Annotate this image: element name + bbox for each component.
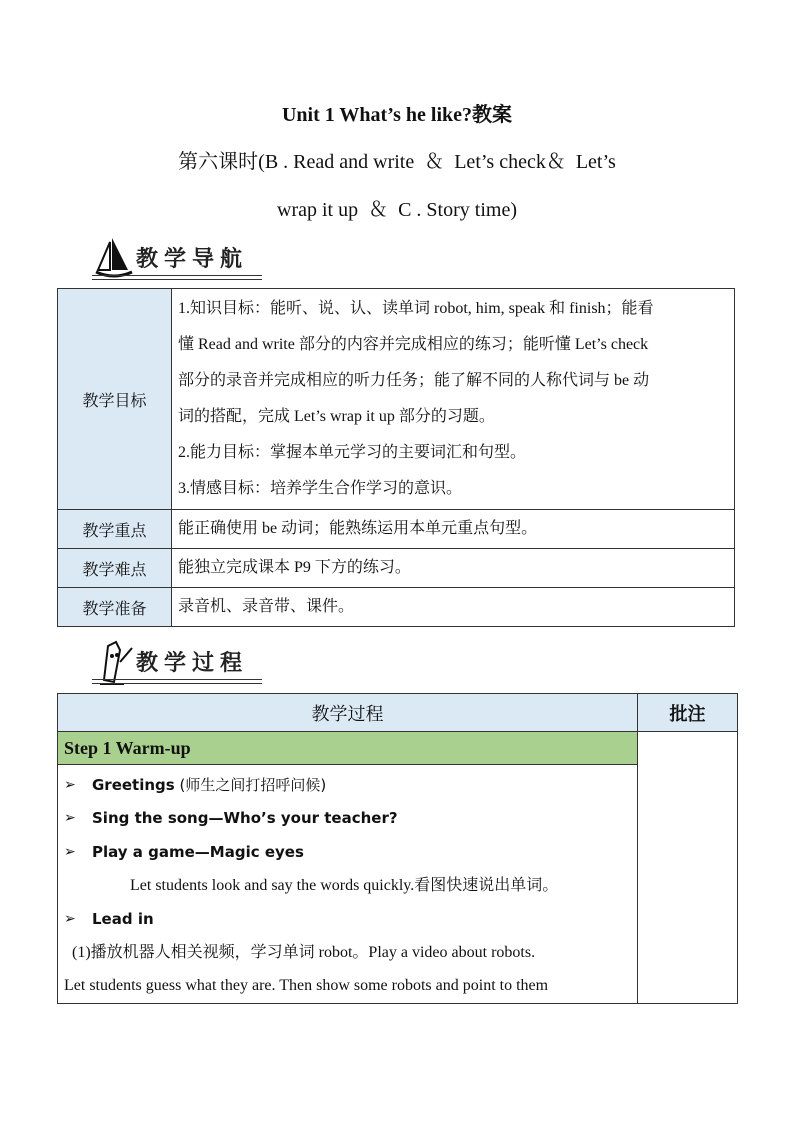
goal-line: 1.知识目标：能听、说、认、读单词 robot, him, speak 和 finish；能看 [178, 300, 654, 317]
arrow-bullet-icon: ➢ [64, 810, 76, 827]
section-divider [92, 275, 262, 280]
item-note: (师生之间打招呼问候) [174, 776, 327, 794]
row-content [172, 289, 735, 510]
section-label: 教学过程 [136, 651, 249, 676]
column-header-notes: 批注 [638, 694, 738, 732]
step-title: Step 1 Warm-up [58, 732, 638, 765]
document-title: Unit 1 What’s he like?教案 [281, 104, 513, 126]
sailboat-icon [94, 236, 134, 280]
table-row [58, 588, 735, 627]
step-content [58, 765, 638, 1004]
item-description: (1)播放机器人相关视频，学习单词 robot。Play a video about robots. [72, 943, 536, 961]
item-title: Greetings [92, 776, 175, 794]
row-content: 录音机、录音带、课件。 [172, 588, 735, 627]
table-header-row [58, 694, 738, 732]
row-header: 教学准备 [58, 588, 172, 627]
table-row [58, 765, 738, 1004]
teaching-process-table [57, 693, 738, 1004]
list-item [64, 769, 631, 802]
table-row [58, 732, 738, 765]
goal-line: 部分的录音并完成相应的听力任务；能了解不同的人称代词与 be 动 [178, 372, 650, 389]
goal-line: 懂 Read and write 部分的内容并完成相应的练习；能听懂 Let’s check [178, 336, 649, 353]
table-row [58, 510, 735, 549]
table-row [58, 549, 735, 588]
item-title: Play a game—Magic eyes [92, 842, 304, 861]
item-description: Let students look and say the words quickly.看图快速说出单词。 [130, 877, 559, 895]
goal-line: 2.能力目标：掌握本单元学习的主要词汇和句型。 [178, 444, 527, 461]
arrow-bullet-icon: ➢ [64, 910, 76, 927]
row-content: 能独立完成课本 P9 下方的练习。 [172, 549, 735, 588]
item-title: Sing the song—Who’s your teacher? [92, 809, 398, 828]
list-item [64, 836, 631, 869]
row-header: 教学目标 [58, 289, 172, 510]
item-title: Lead in [92, 909, 154, 928]
lesson-subtitle-line2: wrap it up ＆ C . Story time) [277, 199, 517, 221]
arrow-bullet-icon: ➢ [64, 843, 76, 860]
list-item [64, 802, 631, 835]
teaching-goals-table [57, 288, 735, 627]
column-header-process: 教学过程 [58, 694, 638, 732]
goal-line: 词的搭配，完成 Let’s wrap it up 部分的习题。 [178, 408, 495, 425]
item-description: Let students guess what they are. Then show some robots and point to them [64, 977, 549, 995]
arrow-bullet-icon: ➢ [64, 777, 76, 793]
row-header: 教学难点 [58, 549, 172, 588]
notes-cell [638, 732, 738, 1004]
lesson-subtitle-line1: 第六课时(B . Read and write ＆ Let’s check＆ Let’s [178, 151, 616, 173]
list-item [64, 903, 631, 936]
table-row [58, 289, 735, 510]
section-header-process [92, 640, 262, 686]
section-divider [92, 679, 262, 684]
row-content: 能正确使用 be 动词；能熟练运用本单元重点句型。 [172, 510, 735, 549]
section-label: 教学导航 [136, 247, 249, 272]
section-header-navigation [92, 236, 262, 282]
goal-line: 3.情感目标：培养学生合作学习的意识。 [178, 480, 463, 497]
row-header: 教学重点 [58, 510, 172, 549]
